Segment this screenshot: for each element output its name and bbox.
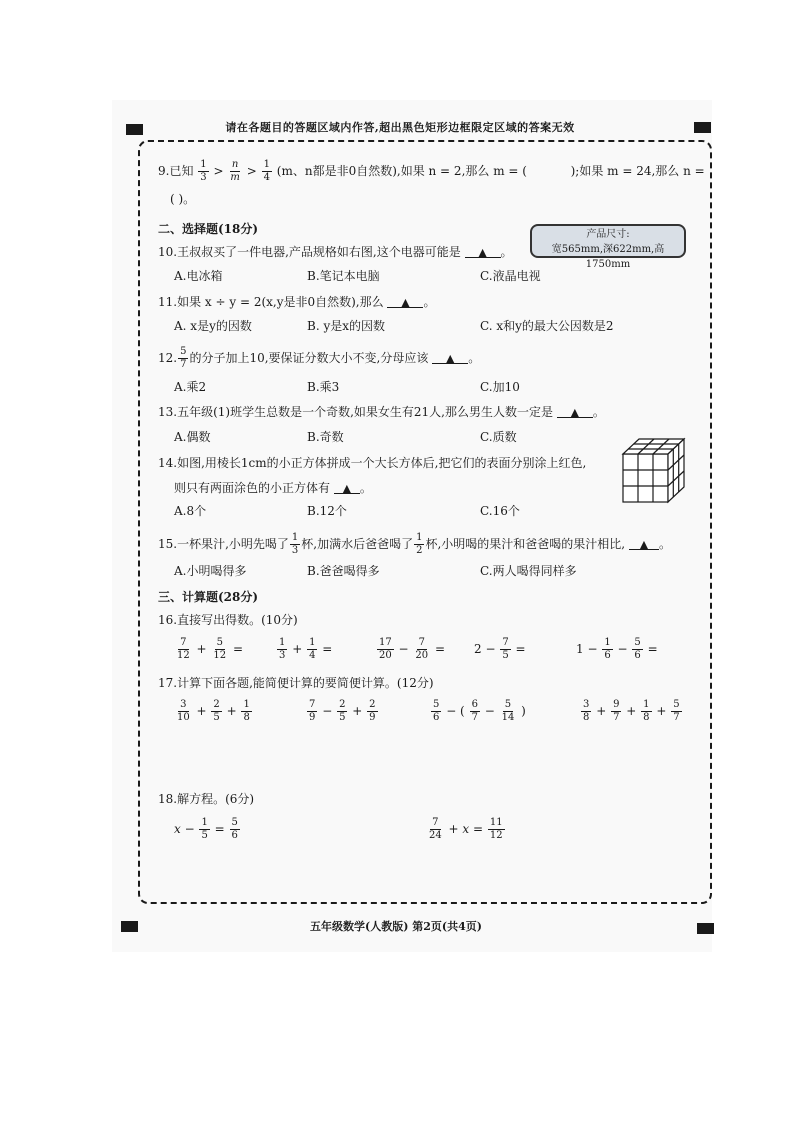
answer-blank[interactable]: ▲ [629, 537, 659, 550]
fraction-1-3: $\frac{1}{3}$ [291, 532, 299, 556]
q18-equation-1[interactable]: x − $\frac{1}{5}$ = $\frac{5}{6}$ [174, 817, 238, 841]
cuboid-figure [620, 436, 690, 506]
answer-blank[interactable]: ▲ [465, 245, 501, 258]
corner-mark [126, 124, 143, 135]
q18-equation-2[interactable]: $\frac{7}{24}$ + x = $\frac{11}{12}$ [429, 817, 503, 841]
q16-expr-1[interactable]: $\frac{7}{12}$ + $\frac{5}{12}$ = [177, 637, 244, 661]
fraction-1-4: $\frac{1}{4}$ [263, 159, 270, 183]
q15-option-b[interactable]: B.爸爸喝得多 [307, 564, 380, 578]
q16-expr-5[interactable]: 1 − $\frac{1}{6}$ − $\frac{5}{6}$ = [576, 637, 658, 661]
section-3-title: 三、计算题(28分) [158, 590, 259, 604]
q14-option-b[interactable]: B.12个 [307, 504, 347, 518]
q12-option-b[interactable]: B.乘3 [307, 380, 340, 394]
q16-expr-3[interactable]: $\frac{17}{20}$ − $\frac{7}{20}$ = [379, 637, 446, 661]
question-12: 12. $\frac{5}{7}$ 的分子加上10,要保证分数大小不变,分母应该 ▲ 。 [158, 346, 481, 370]
question-11: 11.如果 x ÷ y = 2(x,y是非0自然数),那么 ▲ 。 [158, 295, 436, 309]
product-size-title: 产品尺寸: [586, 229, 630, 240]
corner-mark [121, 921, 138, 932]
question-16-title: 16.直接写出得数。(10分) [158, 613, 298, 627]
q15-option-a[interactable]: A.小明喝得多 [174, 564, 247, 578]
question-9: 9.已知 $\frac{1}{3}$ > $\frac{n}{m}$ > $\frac{1}{4}$ (m、n都是非0自然数),如果 n = 2,那么 m = ( );如果 m = 24,那么 n = [158, 159, 705, 183]
q12-option-c[interactable]: C.加10 [480, 380, 520, 394]
q14-option-a[interactable]: A.8个 [174, 504, 207, 518]
fraction-1-3: $\frac{1}{3}$ [200, 159, 207, 183]
question-15: 15.一杯果汁,小明先喝了 $\frac{1}{3}$ 杯,加满水后爸爸喝了 $\frac{1}{2}$ 杯,小明喝的果汁和爸爸喝的果汁相比, ▲ 。 [158, 532, 671, 556]
q17-expr-1[interactable]: $\frac{3}{10}$ + $\frac{2}{5}$ + $\frac{1}{8}$ [177, 699, 250, 723]
q17-expr-4[interactable]: $\frac{3}{8}$ + $\frac{9}{7}$ + $\frac{1}{8}$ + $\frac{5}{7}$ [583, 699, 680, 723]
q15-option-c[interactable]: C.两人喝得同样多 [480, 564, 577, 578]
q13-option-b[interactable]: B.奇数 [307, 430, 344, 444]
q16-expr-4[interactable]: 2 − $\frac{7}{5}$ = [474, 637, 526, 661]
answer-blank[interactable]: ▲ [557, 405, 593, 418]
q10-option-b[interactable]: B.笔记本电脑 [307, 269, 380, 283]
question-18-title: 18.解方程。(6分) [158, 792, 255, 806]
q10-option-c[interactable]: C.液晶电视 [480, 269, 541, 283]
question-13: 13.五年级(1)班学生总数是一个奇数,如果女生有21人,那么男生人数一定是 ▲ 。 [158, 405, 605, 419]
q10-option-a[interactable]: A.电冰箱 [174, 269, 223, 283]
answer-area-notice: 请在各题目的答题区域内作答,超出黑色矩形边框限定区域的答案无效 [225, 121, 575, 134]
q11-option-a[interactable]: A. x是y的因数 [174, 319, 252, 333]
corner-mark [697, 923, 714, 934]
corner-mark [694, 122, 711, 133]
question-17-title: 17.计算下面各题,能简便计算的要简便计算。(12分) [158, 676, 434, 690]
q13-option-c[interactable]: C.质数 [480, 430, 517, 444]
answer-blank[interactable]: ▲ [432, 351, 468, 364]
q11-option-c[interactable]: C. x和y的最大公因数是2 [480, 319, 614, 333]
q12-option-a[interactable]: A.乘2 [174, 380, 207, 394]
q13-option-a[interactable]: A.偶数 [174, 430, 211, 444]
product-size-box [530, 224, 686, 270]
q14-option-c[interactable]: C.16个 [480, 504, 520, 518]
question-10: 10.王叔叔买了一件电器,产品规格如右图,这个电器可能是 ▲ 。 [158, 245, 513, 259]
question-9-line2[interactable]: ( )。 [170, 192, 196, 206]
answer-blank[interactable]: ▲ [334, 481, 360, 494]
q16-expr-2[interactable]: $\frac{1}{3}$ + $\frac{1}{4}$ = [279, 637, 333, 661]
product-size-dims: 宽565mm,深622mm,高1750mm [551, 244, 665, 270]
q17-expr-2[interactable]: $\frac{7}{9}$ − $\frac{2}{5}$ + $\frac{2}{9}$ [309, 699, 376, 723]
section-2-title: 二、选择题(18分) [158, 222, 259, 236]
fraction-5-7: $\frac{5}{7}$ [180, 346, 187, 370]
q17-expr-3[interactable]: $\frac{5}{6}$ − ( $\frac{6}{7}$ − $\frac{5}{14}$ ) [433, 699, 526, 723]
q11-option-b[interactable]: B. y是x的因数 [307, 319, 385, 333]
question-14: 14.如图,用棱长1cm的小正方体拼成一个大长方体后,把它们的表面分别涂上红色, [158, 456, 587, 470]
fraction-1-2: $\frac{1}{2}$ [416, 532, 423, 556]
fraction-n-m: $\frac{n}{m}$ [230, 159, 240, 183]
question-14-line2: 则只有两面涂色的小正方体有 ▲ 。 [174, 481, 372, 495]
page-footer: 五年级数学(人教版) 第2页(共4页) [310, 920, 482, 933]
answer-blank[interactable]: ▲ [387, 295, 423, 308]
